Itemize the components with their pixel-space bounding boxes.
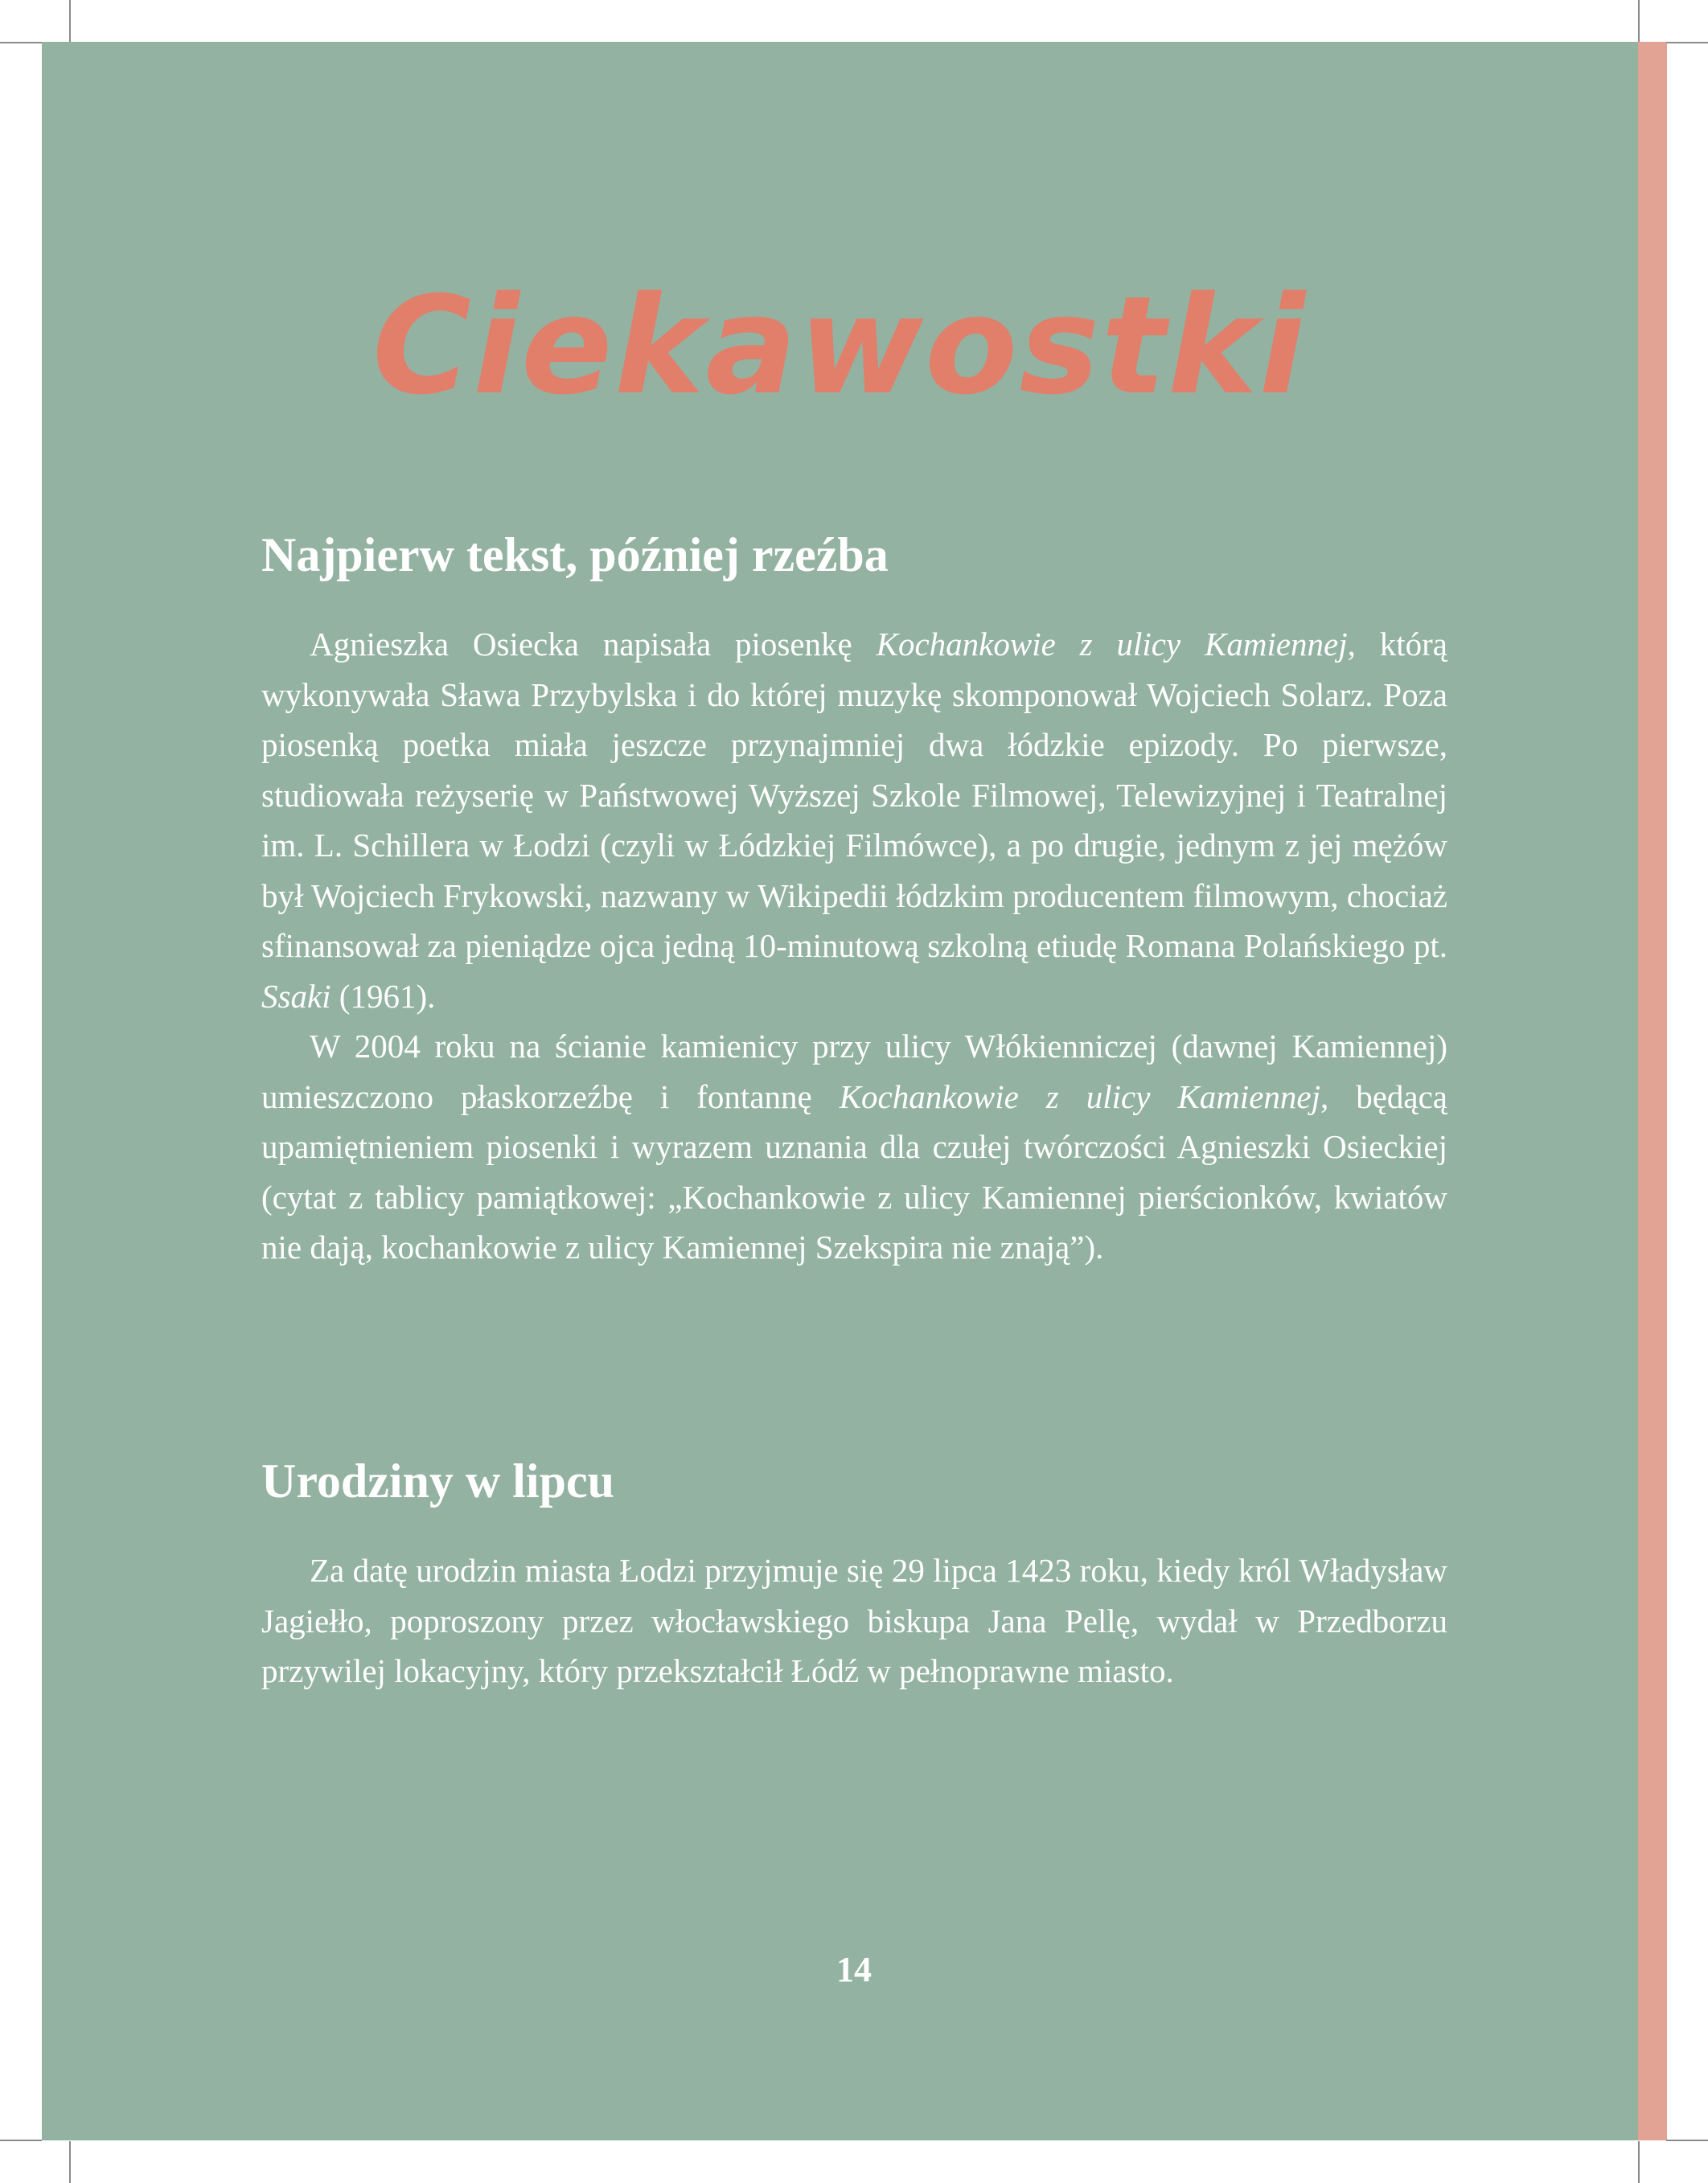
paragraph: Za datę urodzin miasta Łodzi przyjmuje się 29 lipca 1423 roku, kiedy król Władysław Jagiełło, poproszony przez włocławskiego biskupa Jana Pellę, wydał w Przedborzu przywilej lokacyjny, który przekształcił Łódź w pełnoprawne miasto. [261, 1552, 1447, 1689]
paragraph-text: Agnieszka Osiecka napisała piosenkę [310, 626, 877, 663]
title-container [0, 265, 1708, 426]
paragraph [261, 1021, 1447, 1273]
section-heading: Urodziny w lipcu [261, 1455, 614, 1508]
crop-mark [1638, 0, 1640, 42]
crop-mark [69, 2141, 71, 2183]
crop-mark [1666, 42, 1708, 43]
section-2 [261, 1449, 1447, 1697]
paragraph-text: , będącą upamiętnieniem piosenki i wyrazem uznania dla czułej twórczości Agnieszki Osieckiej (cytat z tablicy pamiątkowej: „Kochankowie z ulicy Kamiennej pierścionków, kwiatów nie dają, kochankowie z ulicy Kamiennej Szekspira nie znają”). [261, 1077, 1447, 1266]
paragraph-text: W 2004 roku na ścianie kamienicy przy ulicy Włókienniczej (dawnej Kamiennej) umieszczono płaskorzeźbę i fontannę [261, 1028, 1447, 1115]
paragraph-text: , którą wykonywała Sława Przybylska i do której muzykę skomponował Wojciech Solarz. Poza piosenką poetka miała jeszcze przynajmniej dwa łódzkie epizody. Po pierwsze, studiowała reżyserię w Państwowej Wyższej Szkole Filmowej, Telewizyjnej i Teatralnej im. L. Schillera w Łodzi (czyli w Łódzkiej Filmówce), a po drugie, jednym z jej mężów był Wojciech Frykowski, nazwany w Wikipedii łódzkim producentem filmowym, chociaż sfinansował za pieniądze ojca jedną 10-minutową szkolną etiudę Romana Polańskiego pt. [261, 626, 1447, 964]
section-heading: Najpierw tekst, później rzeźba [261, 528, 889, 581]
crop-mark [0, 2140, 42, 2141]
crop-mark [69, 0, 71, 42]
paragraph-text: (1961). [331, 977, 436, 1015]
sculpture-title: Kochankowie z ulicy Kamiennej [839, 1077, 1320, 1115]
paragraph [261, 619, 1447, 1021]
page-title: Ciekawostki [372, 267, 1308, 425]
crop-mark [0, 42, 42, 43]
page-number: 14 [836, 1950, 872, 1989]
song-title: Kochankowie z ulicy Kamiennej [876, 626, 1348, 663]
crop-mark [1638, 2141, 1640, 2183]
section-1 [261, 523, 1447, 1273]
film-title: Ssaki [261, 977, 331, 1015]
crop-mark [1666, 2140, 1708, 2141]
